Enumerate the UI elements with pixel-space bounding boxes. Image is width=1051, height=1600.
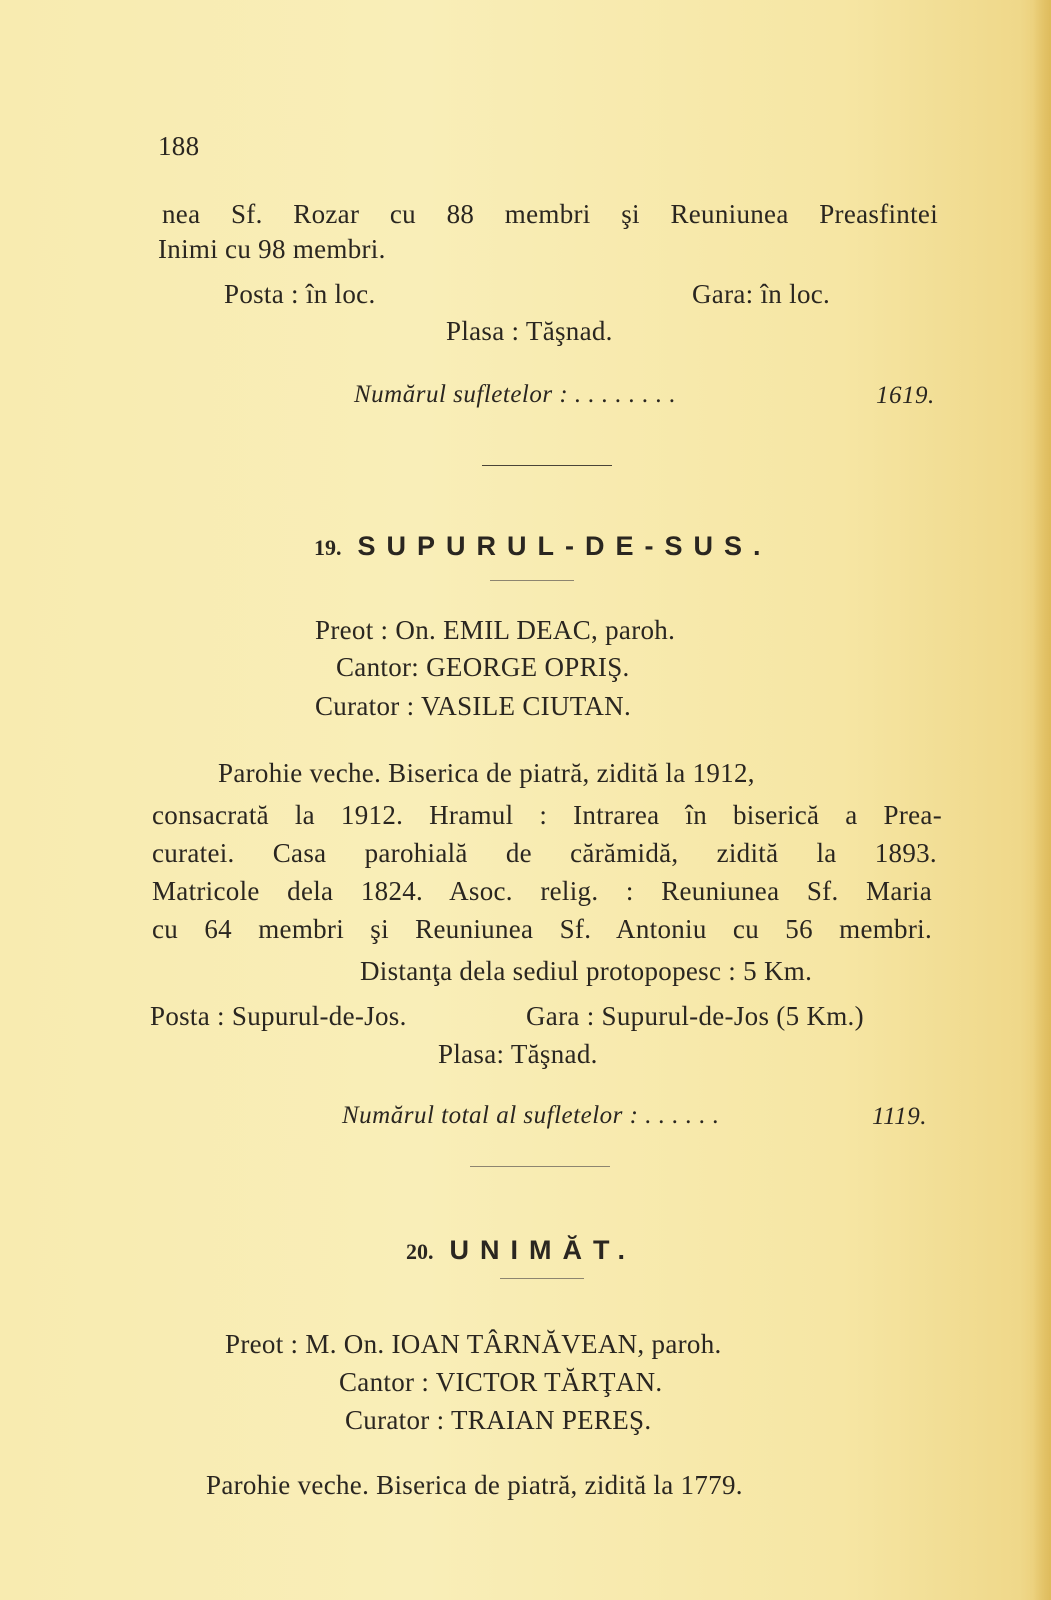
section-20-preot: Preot : M. On. IOAN TÂRNĂVEAN, paroh. (225, 1329, 722, 1359)
section-20-underline (500, 1278, 584, 1279)
section-19-paragraph-line-2: consacrată la 1912. Hramul : Intrarea în biserică a Prea- (152, 800, 942, 830)
section-19-gara: Gara : Supurul-de-Jos (5 Km.) (526, 1001, 864, 1031)
page-number: 188 (158, 131, 200, 161)
section-19-plasa: Plasa: Tăşnad. (438, 1039, 598, 1069)
top-gara: Gara: în loc. (692, 279, 831, 309)
top-souls-label: Numărul sufletelor : . . . . . . . . (354, 381, 677, 408)
section-19-heading (314, 530, 772, 564)
continuation-line-2: Inimi cu 98 membri. (158, 234, 386, 264)
section-19-paragraph-line-3: curatei. Casa parohială de cărămidă, zidită la 1893. (152, 838, 937, 868)
section-19-preot: Preot : On. EMIL DEAC, paroh. (315, 615, 676, 645)
section-20-curator: Curator : TRAIAN PEREŞ. (345, 1405, 652, 1435)
section-19-distance: Distanţa dela sediul protopopesc : 5 Km. (360, 956, 813, 986)
section-19-posta: Posta : Supurul-de-Jos. (150, 1001, 407, 1031)
section-20-paragraph-line-1: Parohie veche. Biserica de piatră, zidită la 1779. (206, 1470, 743, 1500)
section-19-cantor: Cantor: GEORGE OPRIŞ. (336, 652, 630, 682)
section-19-souls-label: Numărul total al sufletelor : . . . . . . (342, 1102, 720, 1129)
section-divider-rule-2 (470, 1166, 610, 1167)
top-plasa: Plasa : Tăşnad. (446, 316, 613, 346)
top-posta: Posta : în loc. (224, 279, 376, 309)
section-20-number: 20. (406, 1239, 434, 1264)
section-19-title: SUPURUL-DE-SUS. (357, 531, 772, 561)
page-edge-shading (1033, 0, 1051, 1600)
section-19-paragraph-line-4: Matricole dela 1824. Asoc. relig. : Reuniunea Sf. Maria (152, 876, 932, 906)
section-20-title: UNIMĂT. (449, 1235, 636, 1265)
section-20-heading (406, 1234, 636, 1268)
section-19-curator: Curator : VASILE CIUTAN. (315, 691, 632, 721)
section-19-paragraph-line-5: cu 64 membri şi Reuniunea Sf. Antoniu cu 56 membri. (152, 914, 932, 944)
continuation-line-1: nea Sf. Rozar cu 88 membri şi Reuniunea Preasfintei (162, 199, 938, 229)
top-souls-value: 1619. (876, 382, 935, 409)
section-19-number: 19. (314, 535, 342, 560)
section-19-underline (490, 580, 574, 581)
section-20-cantor: Cantor : VICTOR TĂRŢAN. (339, 1367, 663, 1397)
section-19-souls-value: 1119. (872, 1103, 928, 1130)
section-19-paragraph-line-1: Parohie veche. Biserica de piatră, zidită la 1912, (218, 758, 755, 788)
section-divider-rule (482, 465, 612, 466)
